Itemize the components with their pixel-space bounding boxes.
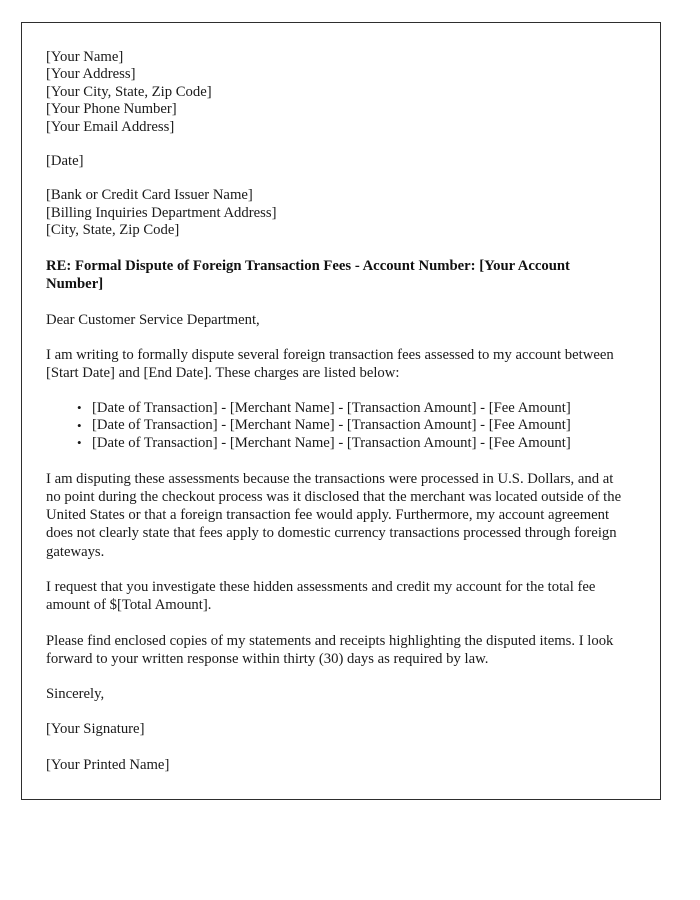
- printed-name-placeholder: [Your Printed Name]: [46, 756, 170, 773]
- paragraph-credit-request: I request that you investigate these hidden assessments and credit my account for the total fee amount of $[Total Amount].: [46, 579, 596, 614]
- sender-phone: [Your Phone Number]: [46, 101, 177, 118]
- paragraph-enclosures: Please find enclosed copies of my statements and receipts highlighting the disputed items. I look forward to your written response within thirty (30) days as required by law.: [46, 632, 614, 667]
- list-item: • [Date of Transaction] - [Merchant Name] - [Transaction Amount] - [Fee Amount]: [92, 435, 634, 453]
- sender-name: [Your Name]: [46, 49, 124, 65]
- disputed-charges-list: [46, 400, 634, 453]
- salutation: Dear Customer Service Department,: [46, 311, 260, 328]
- letter-page: [21, 22, 661, 800]
- recipient-address-block: [46, 187, 634, 239]
- sender-street: [Your Address]: [46, 66, 136, 83]
- date-line: [46, 153, 634, 170]
- letter-content: [22, 23, 660, 774]
- paragraph-intro: I am writing to formally dispute several foreign transaction fees assessed to my account between [Start Date] and [End Date]. These charges are listed below:: [46, 347, 614, 382]
- recipient-department-address: [Billing Inquiries Department Address]: [46, 204, 277, 221]
- list-item: • [Date of Transaction] - [Merchant Name] - [Transaction Amount] - [Fee Amount]: [92, 417, 634, 435]
- date-placeholder: [Date]: [46, 153, 84, 170]
- recipient-city-state-zip: [City, State, Zip Code]: [46, 222, 180, 239]
- sender-address-block: [46, 49, 634, 136]
- list-item: • [Date of Transaction] - [Merchant Name] - [Transaction Amount] - [Fee Amount]: [92, 400, 634, 418]
- recipient-issuer-name: [Bank or Credit Card Issuer Name]: [46, 187, 253, 204]
- sender-city-state-zip: [Your City, State, Zip Code]: [46, 83, 212, 100]
- closing-salutation: Sincerely,: [46, 686, 105, 703]
- subject-line: RE: Formal Dispute of Foreign Transaction Fees - Account Number: [Your Account Number]: [46, 257, 570, 293]
- sender-email: [Your Email Address]: [46, 118, 175, 135]
- paragraph-dispute-reason: I am disputing these assessments because the transactions were processed in U.S. Dollars, and at no point during the checkout process was it disclosed that the merchant was located outside of the United States or that a foreign transaction fee would apply. Furthermore, my account agreement does not clearly state that fees apply to domestic currency transactions processed through foreign gateways.: [46, 470, 622, 560]
- signature-placeholder: [Your Signature]: [46, 721, 145, 738]
